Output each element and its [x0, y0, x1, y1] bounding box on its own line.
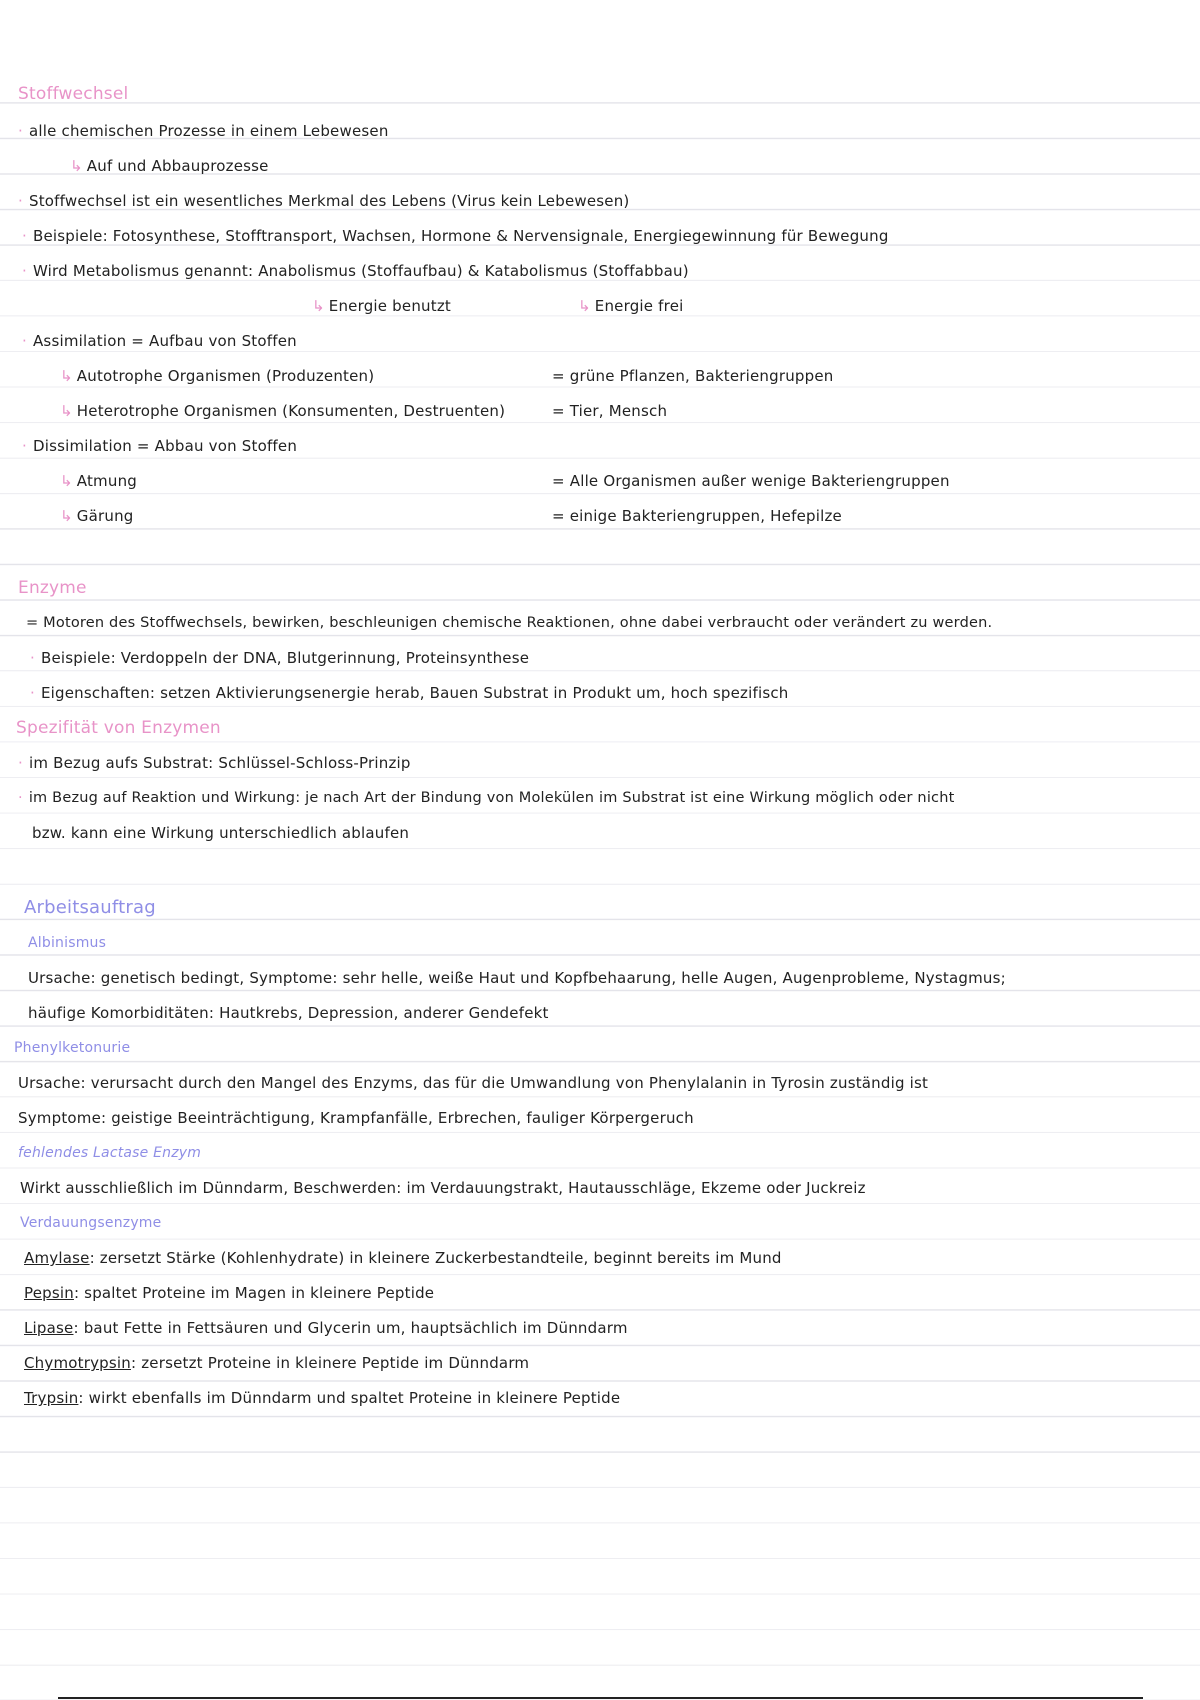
note-line: · alle chemischen Prozesse in einem Lebewesen	[18, 122, 389, 140]
note-line: · Dissimilation = Abbau von Stoffen	[22, 437, 298, 455]
note-line: ↳ Heterotrophe Organismen (Konsumenten, Destruenten)	[60, 402, 506, 420]
bottom-rule	[58, 1697, 1143, 1699]
heading-lactase: fehlendes Lactase Enzym	[18, 1145, 202, 1161]
term-trypsin: Trypsin	[24, 1389, 79, 1407]
bullet-icon: ·	[22, 332, 27, 350]
arrow-icon: ↳	[70, 157, 83, 175]
bullet-icon: ·	[18, 192, 23, 210]
bullet-icon: ·	[30, 684, 35, 702]
note-line: · im Bezug aufs Substrat: Schlüssel-Schloss-Prinzip	[18, 754, 411, 772]
note-line: Wirkt ausschließlich im Dünndarm, Beschwerden: im Verdauungstrakt, Hautausschläge, Ekzeme oder Juckreiz	[20, 1179, 866, 1197]
note-line: ↳ Auf und Abbauprozesse	[70, 157, 269, 175]
arrow-icon: ↳	[60, 507, 73, 525]
arrow-icon: ↳	[312, 297, 325, 315]
note-line: Pepsin: spaltet Proteine im Magen in kleinere Peptide	[24, 1284, 435, 1302]
arrow-icon: ↳	[578, 297, 591, 315]
note-line: = Motoren des Stoffwechsels, bewirken, beschleunigen chemische Reaktionen, ohne dabei verbraucht oder verändert zu werden.	[26, 615, 993, 631]
bullet-icon: ·	[22, 227, 27, 245]
note-line: · Assimilation = Aufbau von Stoffen	[22, 332, 297, 350]
note-line: Ursache: genetisch bedingt, Symptome: sehr helle, weiße Haut und Kopfbehaarung, helle Augen, Augenprobleme, Nystagmus;	[28, 969, 1006, 987]
term-chymotrypsin: Chymotrypsin	[24, 1354, 131, 1372]
note-line: = grüne Pflanzen, Bakteriengruppen	[552, 367, 834, 385]
note-line: ↳ Autotrophe Organismen (Produzenten)	[60, 367, 375, 385]
bullet-icon: ·	[18, 754, 23, 772]
note-line: · im Bezug auf Reaktion und Wirkung: je nach Art der Bindung von Molekülen im Substrat ist eine Wirkung möglich oder nicht	[18, 790, 955, 806]
term-amylase: Amylase	[24, 1249, 90, 1267]
note-line: · Wird Metabolismus genannt: Anabolismus (Stoffaufbau) & Katabolismus (Stoffabbau)	[22, 262, 689, 280]
arrow-icon: ↳	[60, 472, 73, 490]
arrow-icon: ↳	[60, 367, 73, 385]
note-line: Lipase: baut Fette in Fettsäuren und Glycerin um, hauptsächlich im Dünndarm	[24, 1319, 628, 1337]
heading-verdauungsenzyme: Verdauungsenzyme	[20, 1215, 162, 1231]
bullet-icon: ·	[18, 122, 23, 140]
heading-albinismus: Albinismus	[28, 935, 107, 951]
bullet-icon: ·	[18, 790, 23, 806]
bullet-icon: ·	[30, 649, 35, 667]
note-line: = Tier, Mensch	[552, 402, 668, 420]
note-line: häufige Komorbiditäten: Hautkrebs, Depression, anderer Gendefekt	[28, 1004, 549, 1022]
heading-enzyme: Enzyme	[18, 578, 87, 598]
note-line: Ursache: verursacht durch den Mangel des Enzyms, das für die Umwandlung von Phenylalanin in Tyrosin zuständig ist	[18, 1074, 929, 1092]
note-line: ↳ Energie frei	[578, 297, 684, 315]
top-margin	[0, 0, 1200, 70]
note-line: · Stoffwechsel ist ein wesentliches Merkmal des Lebens (Virus kein Lebewesen)	[18, 192, 630, 210]
note-line: · Beispiele: Fotosynthese, Stofftransport, Wachsen, Hormone & Nervensignale, Energiegewinnung für Bewegung	[22, 227, 889, 245]
bullet-icon: ·	[22, 262, 27, 280]
note-line: bzw. kann eine Wirkung unterschiedlich ablaufen	[32, 824, 410, 842]
note-line: Symptome: geistige Beeinträchtigung, Krampfanfälle, Erbrechen, fauliger Körpergeruch	[18, 1109, 694, 1127]
heading-phenylketonurie: Phenylketonurie	[14, 1040, 131, 1056]
bullet-icon: ·	[22, 437, 27, 455]
note-line: Chymotrypsin: zersetzt Proteine in kleinere Peptide im Dünndarm	[24, 1354, 530, 1372]
heading-arbeitsauftrag: Arbeitsauftrag	[24, 897, 156, 918]
note-line: · Eigenschaften: setzen Aktivierungsenergie herab, Bauen Substrat in Produkt um, hoch spezifisch	[30, 684, 789, 702]
heading-spezifitaet: Spezifität von Enzymen	[16, 718, 221, 738]
note-line: = Alle Organismen außer wenige Bakteriengruppen	[552, 472, 950, 490]
note-line: Trypsin: wirkt ebenfalls im Dünndarm und spaltet Proteine in kleinere Peptide	[24, 1389, 621, 1407]
note-line: · Beispiele: Verdoppeln der DNA, Blutgerinnung, Proteinsynthese	[30, 649, 530, 667]
note-line: ↳ Energie benutzt	[312, 297, 451, 315]
term-lipase: Lipase	[24, 1319, 74, 1337]
note-line: ↳ Gärung	[60, 507, 134, 525]
note-line: ↳ Atmung	[60, 472, 138, 490]
term-pepsin: Pepsin	[24, 1284, 74, 1302]
heading-stoffwechsel: Stoffwechsel	[18, 84, 129, 104]
arrow-icon: ↳	[60, 402, 73, 420]
note-line: = einige Bakteriengruppen, Hefepilze	[552, 507, 842, 525]
note-line: Amylase: zersetzt Stärke (Kohlenhydrate) in kleinere Zuckerbestandteile, beginnt bereits im Mund	[24, 1249, 782, 1267]
